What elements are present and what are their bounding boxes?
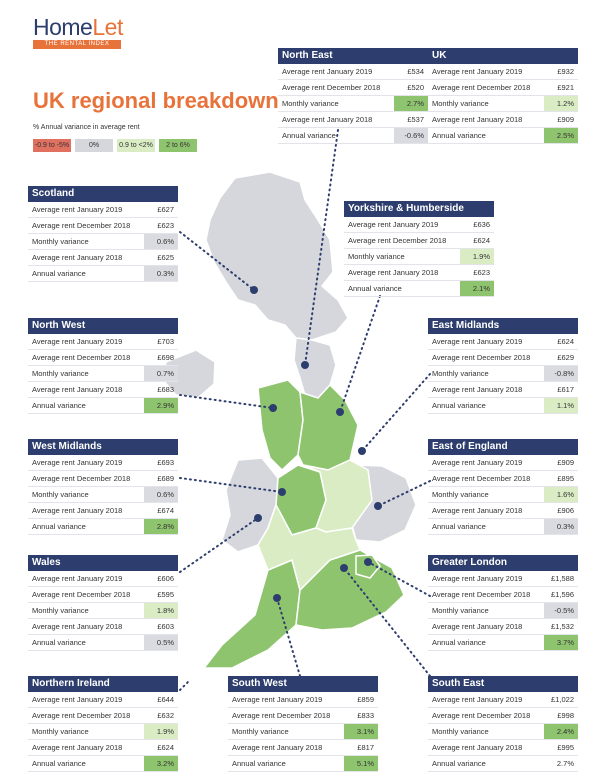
row-monthly [428, 724, 578, 740]
row-value: £859 [357, 695, 374, 704]
row-label: Average rent January 2019 [432, 574, 523, 583]
row-value: £644 [157, 695, 174, 704]
row-monthly [28, 234, 178, 250]
row-label: Monthly variance [32, 369, 89, 378]
row-label: Annual variance [432, 131, 486, 140]
row-value: 0.7% [144, 366, 178, 381]
row-value: £895 [557, 474, 574, 483]
row-monthly [278, 96, 428, 112]
row-jan2019 [428, 571, 578, 587]
row-value: £632 [157, 711, 174, 720]
row-label: Monthly variance [32, 606, 89, 615]
row-dec2018 [278, 80, 428, 96]
row-value: £674 [157, 506, 174, 515]
panel-title: North West [28, 318, 178, 334]
panel-title: UK [428, 48, 578, 64]
row-label: Monthly variance [432, 606, 489, 615]
row-value: £703 [157, 337, 174, 346]
row-value: £698 [157, 353, 174, 362]
row-label: Monthly variance [282, 99, 339, 108]
row-value: 3.7% [544, 635, 578, 650]
panel-title: Greater London [428, 555, 578, 571]
panel-title: Northern Ireland [28, 676, 178, 692]
panel-east-of-england [428, 439, 578, 535]
panel-south-west [228, 676, 378, 772]
row-label: Average rent January 2018 [432, 743, 523, 752]
legend-item-high: 2 to 6% [159, 139, 197, 152]
row-dec2018 [228, 708, 378, 724]
row-label: Average rent December 2018 [32, 221, 131, 230]
row-dec2018 [428, 350, 578, 366]
row-value: 2.1% [460, 281, 494, 296]
panel-west-midlands [28, 439, 178, 535]
row-annual [28, 398, 178, 414]
row-value: £909 [557, 458, 574, 467]
panel-title: West Midlands [28, 439, 178, 455]
row-value: 2.8% [144, 519, 178, 534]
row-value: 2.7% [394, 96, 428, 111]
row-label: Monthly variance [32, 727, 89, 736]
row-value: 2.9% [144, 398, 178, 413]
page-title: UK regional breakdown [33, 88, 279, 113]
legend [33, 139, 197, 152]
row-dec2018 [28, 587, 178, 603]
row-label: Monthly variance [432, 490, 489, 499]
logo-home-text: Home [33, 14, 93, 40]
row-value: £689 [157, 474, 174, 483]
row-annual [428, 519, 578, 535]
row-value: £909 [557, 115, 574, 124]
legend-item-negative: -0.9 to -5% [33, 139, 71, 152]
row-dec2018 [428, 471, 578, 487]
row-value: £595 [157, 590, 174, 599]
panel-title: North East [278, 48, 428, 64]
row-annual [28, 519, 178, 535]
row-value: £537 [407, 115, 424, 124]
row-value: £995 [557, 743, 574, 752]
row-value: £623 [473, 268, 490, 277]
row-label: Average rent January 2018 [432, 506, 523, 515]
row-label: Average rent December 2018 [32, 711, 131, 720]
row-monthly [28, 366, 178, 382]
row-dec2018 [428, 80, 578, 96]
row-jan2019 [28, 202, 178, 218]
row-label: Average rent December 2018 [32, 474, 131, 483]
row-annual [428, 756, 578, 772]
row-jan2019 [428, 334, 578, 350]
panel-north-west [28, 318, 178, 414]
row-jan2018 [428, 112, 578, 128]
row-value: 1.6% [544, 487, 578, 502]
row-value: £623 [157, 221, 174, 230]
row-value: 2.4% [544, 724, 578, 739]
row-label: Average rent December 2018 [282, 83, 381, 92]
row-value: £624 [157, 743, 174, 752]
row-label: Average rent January 2019 [348, 220, 439, 229]
row-jan2019 [428, 692, 578, 708]
row-annual [428, 128, 578, 144]
row-jan2018 [428, 382, 578, 398]
row-label: Average rent January 2019 [32, 337, 123, 346]
row-label: Annual variance [32, 269, 86, 278]
north-west-shape [258, 380, 303, 470]
row-label: Average rent January 2018 [232, 743, 323, 752]
row-annual [344, 281, 494, 297]
row-jan2019 [28, 692, 178, 708]
row-label: Average rent January 2018 [32, 253, 123, 262]
row-jan2018 [344, 265, 494, 281]
row-monthly [428, 366, 578, 382]
row-value: 2.5% [544, 128, 578, 143]
row-label: Annual variance [432, 759, 486, 768]
panel-title: East of England [428, 439, 578, 455]
panel-greater-london [428, 555, 578, 651]
row-dec2018 [28, 708, 178, 724]
row-label: Monthly variance [432, 99, 489, 108]
row-value: £627 [157, 205, 174, 214]
row-value: £1,532 [551, 622, 574, 631]
row-label: Average rent December 2018 [432, 353, 531, 362]
row-label: Monthly variance [232, 727, 289, 736]
row-value: 1.2% [544, 96, 578, 111]
row-jan2018 [428, 740, 578, 756]
row-label: Average rent January 2018 [432, 115, 523, 124]
panel-title: Wales [28, 555, 178, 571]
row-jan2019 [278, 64, 428, 80]
row-dec2018 [28, 350, 178, 366]
row-value: £629 [557, 353, 574, 362]
row-label: Annual variance [432, 522, 486, 531]
row-jan2019 [28, 334, 178, 350]
row-jan2018 [28, 503, 178, 519]
row-annual [28, 756, 178, 772]
row-jan2018 [28, 250, 178, 266]
row-value: £1,596 [551, 590, 574, 599]
row-jan2018 [28, 619, 178, 635]
row-label: Monthly variance [32, 490, 89, 499]
row-value: -0.8% [544, 366, 578, 381]
row-value: 1.9% [460, 249, 494, 264]
panel-title: South West [228, 676, 378, 692]
row-label: Average rent January 2019 [32, 695, 123, 704]
row-value: £817 [357, 743, 374, 752]
panel-title: East Midlands [428, 318, 578, 334]
row-value: £624 [473, 236, 490, 245]
row-label: Average rent January 2018 [32, 743, 123, 752]
panel-south-east [428, 676, 578, 772]
row-value: 1.1% [544, 398, 578, 413]
row-monthly [228, 724, 378, 740]
row-annual [428, 635, 578, 651]
row-value: £625 [157, 253, 174, 262]
row-label: Average rent January 2018 [282, 115, 373, 124]
row-jan2018 [228, 740, 378, 756]
row-label: Average rent December 2018 [348, 236, 447, 245]
row-value: £534 [407, 67, 424, 76]
row-jan2018 [28, 382, 178, 398]
panel-scotland [28, 186, 178, 282]
row-value: £833 [357, 711, 374, 720]
row-value: £906 [557, 506, 574, 515]
row-dec2018 [28, 218, 178, 234]
row-value: 2.7% [556, 759, 574, 768]
row-monthly [28, 603, 178, 619]
legend-caption: % Annual variance in average rent [33, 124, 140, 131]
row-label: Annual variance [432, 401, 486, 410]
row-label: Average rent December 2018 [32, 590, 131, 599]
panel-title: South East [428, 676, 578, 692]
row-label: Monthly variance [432, 369, 489, 378]
row-value: 0.5% [144, 635, 178, 650]
row-label: Monthly variance [432, 727, 489, 736]
row-label: Average rent December 2018 [432, 83, 531, 92]
logo-let-text: Let [92, 14, 123, 40]
panel-north-east [278, 48, 428, 144]
row-label: Average rent January 2019 [32, 574, 123, 583]
row-label: Average rent January 2018 [32, 385, 123, 394]
legend-item-low: 0.9 to <2% [117, 139, 155, 152]
row-label: Annual variance [32, 638, 86, 647]
row-label: Average rent January 2018 [32, 622, 123, 631]
row-value: £624 [557, 337, 574, 346]
yorkshire-shape [298, 385, 358, 470]
row-label: Average rent January 2019 [432, 337, 523, 346]
panel-title: Scotland [28, 186, 178, 202]
row-value: 1.8% [144, 603, 178, 618]
row-value: £520 [407, 83, 424, 92]
row-jan2018 [428, 619, 578, 635]
row-monthly [428, 96, 578, 112]
row-label: Average rent January 2019 [32, 205, 123, 214]
row-jan2019 [344, 217, 494, 233]
row-label: Average rent January 2019 [232, 695, 323, 704]
row-label: Average rent January 2018 [432, 622, 523, 631]
legend-item-zero: 0% [75, 139, 113, 152]
row-value: 0.6% [144, 234, 178, 249]
row-label: Average rent January 2019 [32, 458, 123, 467]
row-value: 3.1% [344, 724, 378, 739]
row-value: £1,022 [551, 695, 574, 704]
row-label: Annual variance [432, 638, 486, 647]
row-value: £1,588 [551, 574, 574, 583]
logo-subtitle: THE RENTAL INDEX [33, 40, 121, 49]
scotland-shape [206, 172, 348, 340]
row-monthly [28, 724, 178, 740]
panel-title: Yorkshire & Humberside [344, 201, 494, 217]
row-label: Annual variance [232, 759, 286, 768]
row-monthly [428, 603, 578, 619]
row-label: Average rent January 2019 [282, 67, 373, 76]
row-label: Average rent January 2019 [432, 458, 523, 467]
row-label: Average rent December 2018 [32, 353, 131, 362]
logo-wordmark [33, 14, 123, 40]
row-value: £606 [157, 574, 174, 583]
row-jan2018 [278, 112, 428, 128]
row-value: 0.3% [144, 266, 178, 281]
row-value: £932 [557, 67, 574, 76]
row-value: 0.6% [144, 487, 178, 502]
row-value: £998 [557, 711, 574, 720]
row-dec2018 [428, 587, 578, 603]
row-jan2018 [28, 740, 178, 756]
row-value: 5.1% [344, 756, 378, 771]
row-value: -0.5% [544, 603, 578, 618]
row-monthly [428, 487, 578, 503]
row-jan2018 [428, 503, 578, 519]
row-label: Average rent January 2019 [432, 67, 523, 76]
panel-wales [28, 555, 178, 651]
row-label: Average rent January 2018 [348, 268, 439, 277]
row-jan2019 [228, 692, 378, 708]
panel-east-midlands [428, 318, 578, 414]
row-label: Monthly variance [348, 252, 405, 261]
row-value: 1.9% [144, 724, 178, 739]
row-jan2019 [28, 455, 178, 471]
row-label: Annual variance [348, 284, 402, 293]
row-label: Annual variance [282, 131, 336, 140]
row-value: £693 [157, 458, 174, 467]
row-jan2019 [428, 455, 578, 471]
row-value: -0.6% [394, 128, 428, 143]
homelet-logo [33, 14, 123, 49]
row-value: £921 [557, 83, 574, 92]
row-label: Average rent December 2018 [432, 590, 531, 599]
row-dec2018 [344, 233, 494, 249]
row-annual [28, 266, 178, 282]
row-value: £617 [557, 385, 574, 394]
row-annual [278, 128, 428, 144]
row-annual [428, 398, 578, 414]
row-value: £603 [157, 622, 174, 631]
row-jan2019 [28, 571, 178, 587]
row-label: Average rent January 2018 [432, 385, 523, 394]
row-value: £683 [157, 385, 174, 394]
row-label: Annual variance [32, 401, 86, 410]
panel-northern-ireland [28, 676, 178, 772]
row-annual [228, 756, 378, 772]
row-value: 3.2% [144, 756, 178, 771]
row-annual [28, 635, 178, 651]
row-value: £636 [473, 220, 490, 229]
row-label: Average rent December 2018 [232, 711, 331, 720]
panel-uk [428, 48, 578, 144]
row-label: Annual variance [32, 522, 86, 531]
row-jan2019 [428, 64, 578, 80]
row-monthly [28, 487, 178, 503]
panel-yorkshire [344, 201, 494, 297]
row-value: 0.3% [544, 519, 578, 534]
row-label: Average rent January 2018 [32, 506, 123, 515]
row-dec2018 [428, 708, 578, 724]
row-label: Average rent December 2018 [432, 474, 531, 483]
row-label: Annual variance [32, 759, 86, 768]
row-monthly [344, 249, 494, 265]
row-label: Monthly variance [32, 237, 89, 246]
row-dec2018 [28, 471, 178, 487]
row-label: Average rent December 2018 [432, 711, 531, 720]
south-west-shape [204, 560, 300, 668]
row-label: Average rent January 2019 [432, 695, 523, 704]
